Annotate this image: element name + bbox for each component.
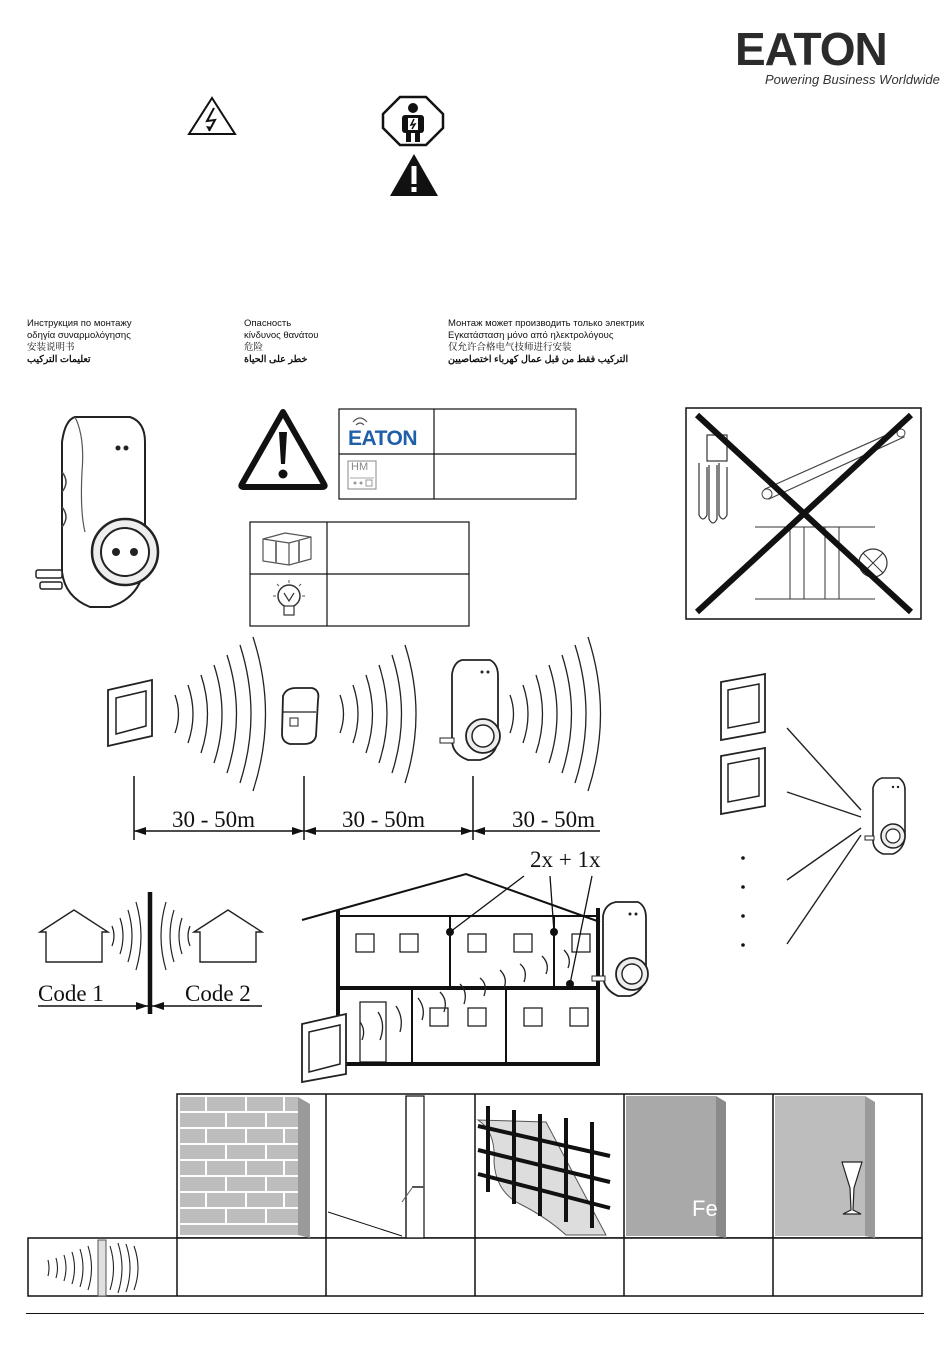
glass-pane-icon bbox=[775, 1096, 875, 1238]
warning-triangle-icon bbox=[238, 408, 328, 490]
lang-el: κίνδυνος θανάτου bbox=[244, 330, 319, 341]
package-bulb-table bbox=[249, 521, 471, 627]
house-icon bbox=[194, 910, 262, 962]
radio-waves bbox=[340, 645, 416, 783]
lang-zh: 危险 bbox=[244, 342, 264, 353]
lang-zh: 仅允许合格电气技师进行安装 bbox=[448, 342, 572, 353]
radio-waves bbox=[510, 637, 601, 791]
metal-fe-label: Fe bbox=[692, 1196, 718, 1221]
package-icon bbox=[263, 533, 311, 565]
brand-logo: EATON bbox=[735, 23, 887, 75]
plug-in-actuator-small-icon bbox=[592, 902, 648, 996]
lang-ru: Инструкция по монтажу bbox=[27, 318, 132, 329]
electrician-only-text bbox=[448, 318, 708, 366]
installation-instructions-text bbox=[27, 318, 227, 366]
house-repeater-diagram bbox=[298, 860, 658, 1090]
not-allowed-lamps-illustration bbox=[685, 407, 923, 621]
wall-switch-icon bbox=[302, 1014, 346, 1082]
plug-in-actuator-small-icon bbox=[865, 778, 905, 854]
lang-el: οδηγία συναρμολόγησης bbox=[27, 330, 131, 341]
danger-text bbox=[244, 318, 424, 366]
repeater-label: 2x + 1x bbox=[530, 847, 601, 872]
more-switches-dots bbox=[741, 856, 745, 947]
lang-ar: خطر على الحياة bbox=[244, 354, 308, 365]
lang-ru: Опасность bbox=[244, 318, 292, 329]
distance-label-3: 30 - 50m bbox=[512, 807, 596, 832]
wall-switch-icon bbox=[721, 748, 765, 814]
brand-tagline: Powering Business Worldwide bbox=[765, 72, 940, 87]
lang-zh: 安装说明书 bbox=[27, 342, 75, 353]
radio-waves bbox=[175, 637, 266, 791]
system-eaton-logo: EATON bbox=[348, 427, 418, 450]
wall-switch-icon bbox=[721, 674, 765, 740]
lang-ru: Монтаж может производить только электрик bbox=[448, 318, 645, 329]
caution-icon bbox=[388, 152, 440, 198]
code-1-label: Code 1 bbox=[38, 981, 104, 1006]
lang-ar: تعليمات التركيب bbox=[27, 354, 91, 365]
multi-switch-diagram bbox=[715, 670, 925, 960]
lang-ar: التركيب فقط من قبل عمال كهرباء اختصاصيين bbox=[448, 354, 629, 365]
high-voltage-warning-icon bbox=[187, 96, 237, 136]
materials-table bbox=[26, 1092, 924, 1298]
plug-in-actuator-illustration bbox=[30, 412, 160, 612]
brick-wall-icon bbox=[180, 1097, 310, 1238]
code-2-label: Code 2 bbox=[185, 981, 251, 1006]
distance-label-2: 30 - 50m bbox=[342, 807, 426, 832]
electrician-only-icon bbox=[382, 96, 444, 146]
flush-actuator-icon bbox=[282, 688, 318, 744]
homematic-label: HM bbox=[351, 461, 369, 473]
repeater-leader-lines bbox=[450, 876, 592, 984]
wall-switch-icon bbox=[108, 680, 152, 746]
footer-divider bbox=[26, 1313, 924, 1314]
house-icon bbox=[40, 910, 108, 962]
lang-el: Εγκατάσταση μόνο από ηλεκτρολόγους bbox=[448, 330, 614, 341]
plug-in-actuator-small-icon bbox=[440, 660, 500, 760]
distance-label-1: 30 - 50m bbox=[172, 807, 256, 832]
